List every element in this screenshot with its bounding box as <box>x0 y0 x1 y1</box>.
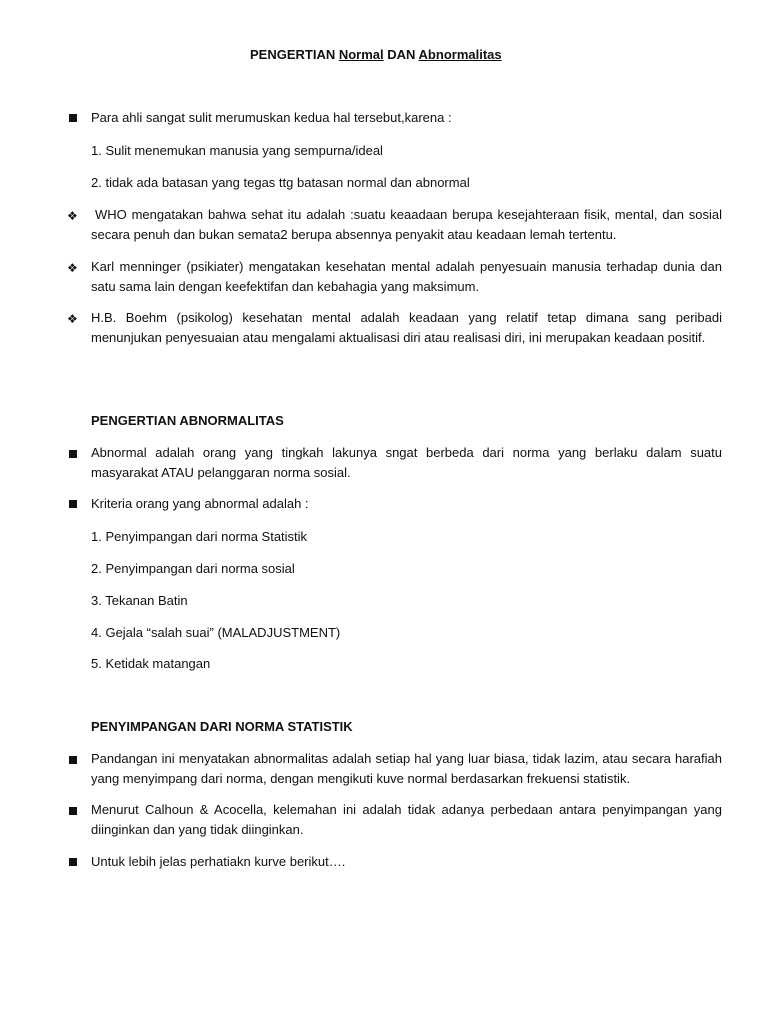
intro-text: Para ahli sangat sulit merumuskan kedua hal tersebut,karena : <box>91 110 452 125</box>
criteria-item: 5. Ketidak matangan <box>91 656 211 671</box>
square-bullet-icon <box>69 807 77 815</box>
diamond-bullet-icon: ❖ <box>67 261 78 275</box>
title-part-1: PENGERTIAN <box>250 47 339 62</box>
criteria-item: 1. Penyimpangan dari norma Statistik <box>91 529 308 544</box>
square-bullet-icon <box>69 500 77 508</box>
title-part-2: DAN <box>383 47 419 62</box>
reason-item: 1. Sulit menemukan manusia yang sempurna/ideal <box>91 143 383 158</box>
section-heading-abnormalitas: PENGERTIAN ABNORMALITAS <box>91 413 284 428</box>
criteria-item: 4. Gejala “salah suai” (MALADJUSTMENT) <box>91 625 341 640</box>
curve-reference-text: Untuk lebih jelas perhatiakn kurve berikut…. <box>91 854 346 869</box>
title-abnormal: Abnormalitas <box>418 47 502 62</box>
karl-menninger-definition: Karl menninger (psikiater) mengatakan kesehatan mental adalah penyesuain manusia terhadap dunia dan satu sama lain dengan keefektifan dan kebahagia yang maksimum. <box>91 259 722 294</box>
boehm-definition: H.B. Boehm (psikolog) kesehatan mental adalah keadaan yang relatif tetap dimana sang peribadi menunjukan penyesuaian atau mengalami aktualisasi diri atau realisasi diri, ini merupakan keadaan positif. <box>91 310 722 345</box>
abnormal-definition: Abnormal adalah orang yang tingkah lakunya sngat berbeda dari norma yang berlaku dalam suatu masyarakat ATAU pelanggaran norma sosial. <box>91 445 722 480</box>
section-heading-norma-statistik: PENYIMPANGAN DARI NORMA STATISTIK <box>91 719 353 734</box>
page-title <box>250 45 502 65</box>
calhoun-acocella-text: Menurut Calhoun & Acocella, kelemahan ini adalah tidak adanya perbedaan antara penyimpangan yang diinginkan dan yang tidak diinginkan. <box>91 802 722 837</box>
criteria-item: 2. Penyimpangan dari norma sosial <box>91 561 295 576</box>
who-definition: WHO mengatakan bahwa sehat itu adalah :suatu keaadaan berupa kesejahteraan fisik, mental, dan sosial secara penuh dan bukan semata2 berupa absennya penyakit atau keadaan lemah tertentu. <box>91 207 722 242</box>
square-bullet-icon <box>69 756 77 764</box>
criteria-item: 3. Tekanan Batin <box>91 593 188 608</box>
square-bullet-icon <box>69 114 77 122</box>
statistik-definition: Pandangan ini menyatakan abnormalitas adalah setiap hal yang luar biasa, tidak lazim, atau secara harafiah yang menyimpang dari norma, dengan mengikuti kuve normal berdasarkan frekuensi statistik. <box>91 751 722 786</box>
diamond-bullet-icon: ❖ <box>67 312 78 326</box>
square-bullet-icon <box>69 858 77 866</box>
title-normal: Normal <box>338 47 384 62</box>
reason-item: 2. tidak ada batasan yang tegas ttg batasan normal dan abnormal <box>91 175 470 190</box>
square-bullet-icon <box>69 450 77 458</box>
diamond-bullet-icon: ❖ <box>67 209 78 223</box>
criteria-intro: Kriteria orang yang abnormal adalah : <box>91 496 309 511</box>
